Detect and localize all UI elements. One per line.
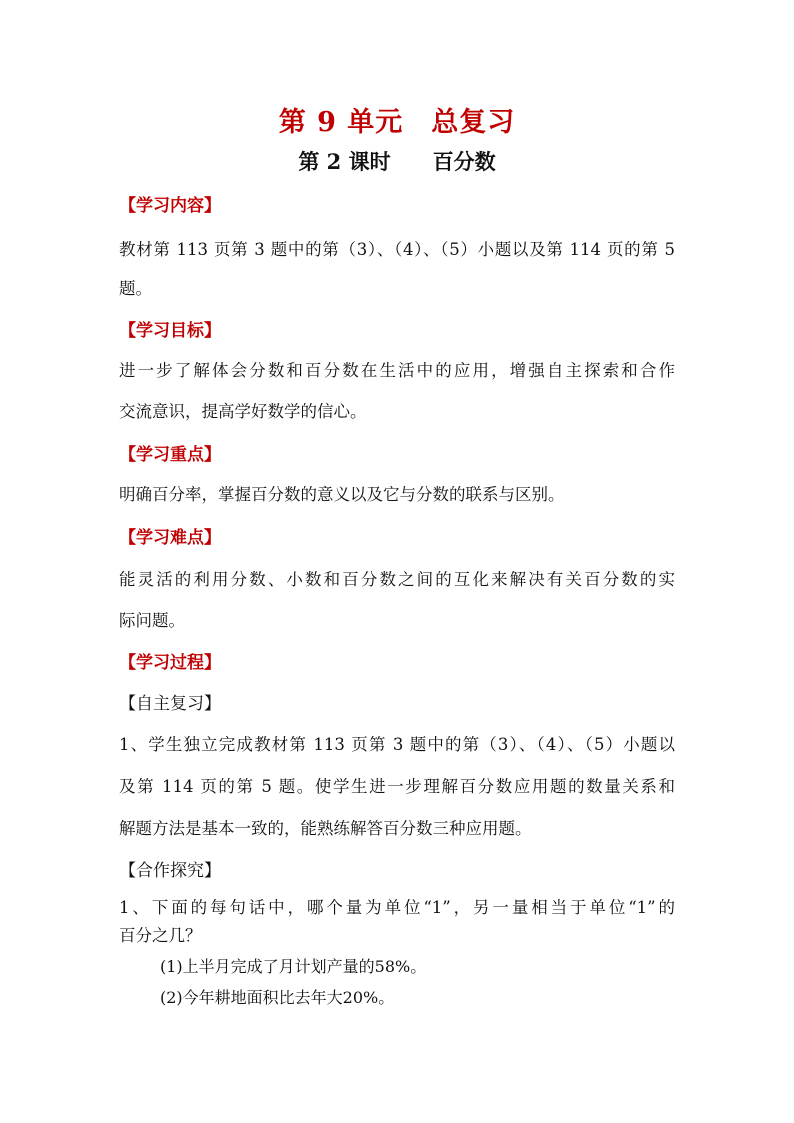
section-heading-key: 【学习重点】 (119, 445, 221, 465)
section-heading-goal: 【学习目标】 (119, 321, 221, 341)
content-line-1: 教材第 113 页第 3 题中的第（3）、（4）、（5）小题以及第 114 页的第 5 (119, 240, 675, 259)
self-review-line-1: 1、学生独立完成教材第 113 页第 3 题中的第（3）、（4）、（5）小题以 (119, 735, 675, 754)
cooperation-item-2: (2)今年耕地面积比去年大20%。 (160, 988, 395, 1007)
self-review-line-2: 及第 114 页的第 5 题。使学生进一步理解百分数应用题的数量关系和 (119, 777, 675, 796)
page-title: 第 9 单元 总复习 (278, 107, 516, 138)
cooperation-line-2: 百分之几？ (119, 926, 202, 945)
goal-line-2: 交流意识，提高学好数学的信心。 (119, 402, 367, 421)
cooperation-label: 【合作探究】 (119, 861, 221, 881)
cooperation-item-1: (1)上半月完成了月计划产量的58%。 (160, 957, 427, 976)
key-line-1: 明确百分率，掌握百分数的意义以及它与分数的联系与区别。 (119, 485, 565, 504)
section-heading-content: 【学习内容】 (119, 196, 221, 216)
section-heading-difficulty: 【学习难点】 (119, 528, 221, 548)
difficulty-line-2: 际问题。 (119, 611, 185, 630)
self-review-label: 【自主复习】 (119, 694, 221, 714)
difficulty-line-1: 能灵活的利用分数、小数和百分数之间的互化来解决有关百分数的实 (119, 570, 675, 589)
goal-line-1: 进一步了解体会分数和百分数在生活中的应用，增强自主探索和合作 (119, 361, 675, 380)
lesson-subtitle: 第 2 课时 百分数 (298, 149, 496, 174)
section-heading-process: 【学习过程】 (119, 653, 221, 673)
cooperation-line-1: 1、下面的每句话中，哪个量为单位“1”，另一量相当于单位“1”的 (119, 898, 675, 917)
content-line-2: 题。 (119, 279, 152, 298)
self-review-line-3: 解题方法是基本一致的，能熟练解答百分数三种应用题。 (119, 819, 532, 838)
